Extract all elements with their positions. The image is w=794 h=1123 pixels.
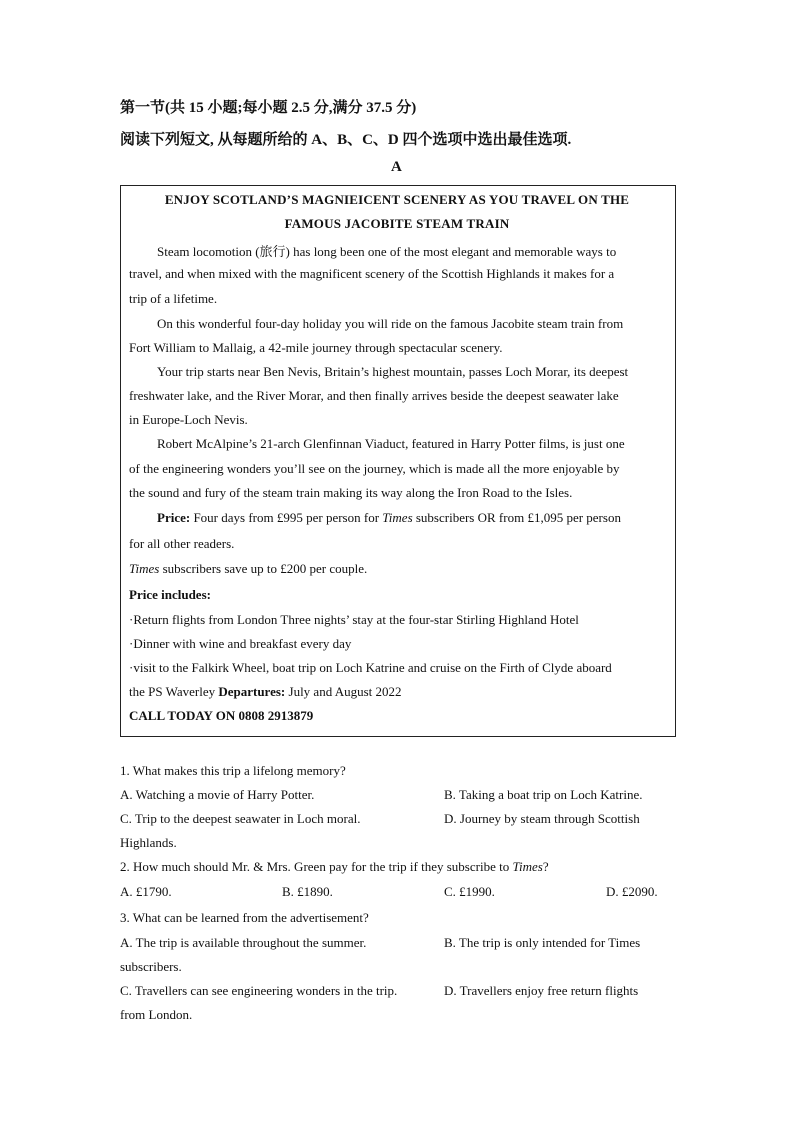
option-d: D. Journey by steam through Scottish [444,811,640,826]
ad-paragraph-line: trip of a lifetime. [129,291,218,306]
includes-item: ·Return flights from London Three nights’ stay at the four-star Stirling Highland Hotel [129,612,579,627]
ad-paragraph-line: Steam locomotion (旅行) has long been one of the most elegant and memorable ways to [157,244,617,259]
ad-paragraph-line: freshwater lake, and the River Morar, and then finally arrives beside the deepest seawater lake [129,388,619,403]
option-b: B. Taking a boat trip on Loch Katrine. [444,787,643,802]
question-stem-text: ? [542,859,549,874]
option-b: B. The trip is only intended for Times [444,935,641,950]
option-a: A. £1790. [120,884,172,899]
departures-label: Departures: [218,684,286,699]
question-stem [120,859,549,875]
price-text: subscribers OR from £1,095 per person [412,510,621,525]
ad-title-line2: FAMOUS JACOBITE STEAM TRAIN [284,216,510,231]
ad-paragraph-line: Your trip starts near Ben Nevis, Britain’s highest mountain, passes Loch Morar, its deepest [157,364,629,379]
option-d-continued: Highlands. [120,835,177,850]
option-a: A. Watching a movie of Harry Potter. [120,787,315,802]
ad-paragraph-line: the sound and fury of the steam train making its way along the Iron Road to the Isles. [129,485,573,500]
ad-title-line1: ENJOY SCOTLAND’S MAGNIEICENT SCENERY AS YOU TRAVEL ON THE [164,192,630,207]
passage-letter: A [391,159,402,175]
instruction-text: 阅读下列短文, 从每题所给的 A、B、C、D 四个选项中选出最佳选项. [120,132,572,148]
option-d: D. Travellers enjoy free return flights [444,983,639,998]
departures-line [129,684,402,700]
price-line-2: for all other readers. [129,536,235,551]
option-c: C. Travellers can see engineering wonders in the trip. [120,983,398,998]
ad-paragraph-line: On this wonderful four-day holiday you will ride on the famous Jacobite steam train from [157,316,624,331]
ad-paragraph-line: Fort William to Mallaig, a 42-mile journey through spectacular scenery. [129,340,503,355]
price-label: Price: [157,510,191,525]
times-name: Times [382,510,413,525]
times-name: Times [129,561,160,576]
price-includes-label: Price includes: [129,587,211,602]
includes-item: ·Dinner with wine and breakfast every day [129,636,352,651]
option-d-continued: from London. [120,1007,193,1022]
option-b-continued: subscribers. [120,959,182,974]
option-a: A. The trip is available throughout the summer. [120,935,367,950]
call-line: CALL TODAY ON 0808 2913879 [129,708,314,723]
savings-text: subscribers save up to £200 per couple. [159,561,368,576]
price-text: Four days from £995 per person for [190,510,383,525]
option-d: D. £2090. [606,884,658,899]
ad-paragraph-line: in Europe-Loch Nevis. [129,412,248,427]
question-stem-text: 2. How much should Mr. & Mrs. Green pay for the trip if they subscribe to [120,859,513,874]
ad-paragraph-line: Robert McAlpine’s 21-arch Glenfinnan Viaduct, featured in Harry Potter films, is just one [157,436,625,451]
includes-item: the PS Waverley [129,684,219,699]
includes-item: ·visit to the Falkirk Wheel, boat trip on Loch Katrine and cruise on the Firth of Clyde aboard [129,660,612,675]
subscriber-savings [129,561,367,577]
price-line [157,510,621,526]
question-stem: 1. What makes this trip a lifelong memory? [120,763,346,778]
ad-paragraph-line: of the engineering wonders you’ll see on the journey, which is made all the more enjoyable by [129,461,620,476]
departures-text: July and August 2022 [285,684,402,699]
times-name: Times [512,859,543,874]
option-b: B. £1890. [282,884,333,899]
option-c: C. Trip to the deepest seawater in Loch moral. [120,811,361,826]
question-stem: 3. What can be learned from the advertisement? [120,910,369,925]
section-title: 第一节(共 15 小题;每小题 2.5 分,满分 37.5 分) [120,100,417,116]
option-c: C. £1990. [444,884,495,899]
ad-paragraph-line: travel, and when mixed with the magnificent scenery of the Scottish Highlands it makes for a [129,266,615,281]
